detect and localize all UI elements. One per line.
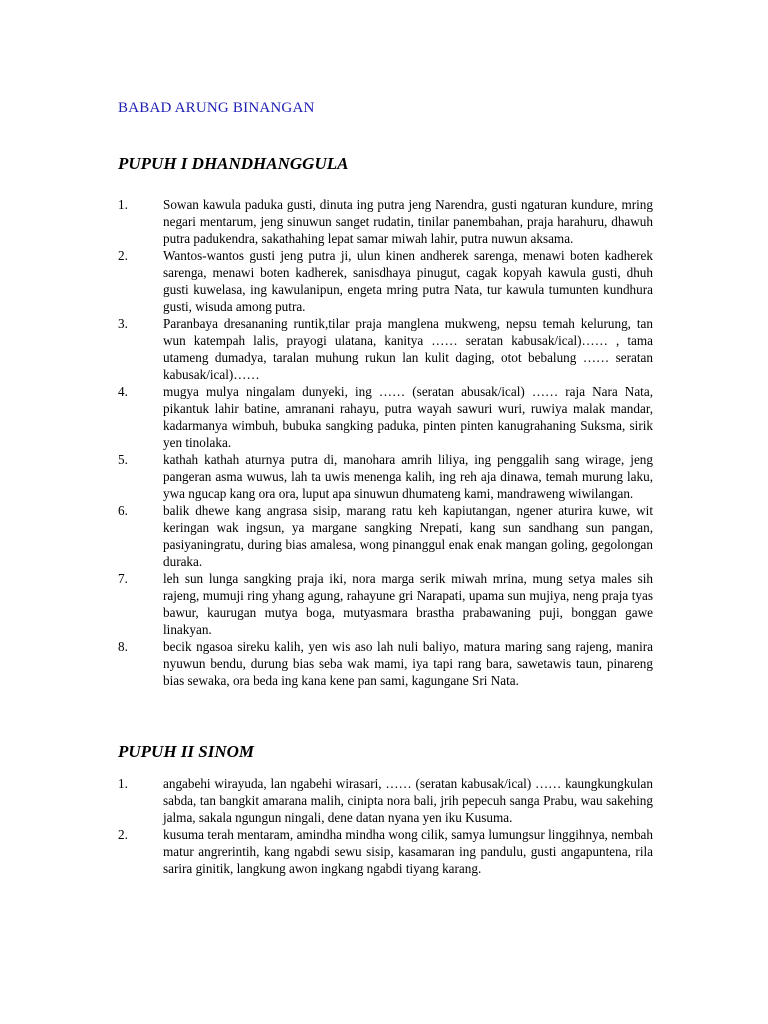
verse-list-pupuh-2 <box>118 775 653 877</box>
verse-text: Sowan kawula paduka gusti, dinuta ing putra jeng Narendra, gusti ngaturan kundure, mring negari mentarum, jeng sinuwun sanget rudatin, tinilar panembahan, praja harahuru, dhawuh putra padukendra, sakathahing lepat samar miwah lahir, putra nuwun aksama. <box>163 197 653 246</box>
verse-number: 3. <box>118 316 128 331</box>
verse-number: 7. <box>118 571 128 586</box>
verse-text: leh sun lunga sangking praja iki, nora marga serik miwah mrina, mung setya males sih rajeng, mumuji ring yhang agung, rahayune gri Narapati, upama sun mujiya, neng praja tyas bawur, kaurugan mutya boga, mutyasmara brastha prabawaning puji, bonggan gawe linakyan. <box>163 571 653 637</box>
verse-number: 5. <box>118 452 128 467</box>
verse-item <box>118 247 653 315</box>
verse-item <box>118 383 653 451</box>
verse-item <box>118 502 653 570</box>
verse-item <box>118 196 653 247</box>
verse-item <box>118 451 653 502</box>
verse-number: 1. <box>118 776 128 791</box>
verse-number: 4. <box>118 384 128 399</box>
verse-item <box>118 775 653 826</box>
verse-text: kathah kathah aturnya putra di, manohara amrih liliya, ing penggalih sang wirage, jeng pangeran asma wuwus, lah ta uwis menenga kalih, ing reh aja dinawa, temah murung laku, ywa ngucap kang ora ora, luput apa sinuwun dhumateng kami, mandraweng wiwilangan. <box>163 452 653 501</box>
verse-text: balik dhewe kang angrasa sisip, marang ratu keh kapiutangan, ngener aturira kuwe, wit keringan wak ingsun, ya margane sangking Nrepati, kang sun sandhang sun pangan, pasiyaningratu, during bias amalesa, wong pinanggul enak enak mangan goling, gegolongan duraka. <box>163 503 653 569</box>
verse-text: Wantos-wantos gusti jeng putra ji, ulun kinen andherek sarenga, menawi boten kadherek sarenga, menawi boten kadherek, sanisdhaya pinugut, cagak kopyah kawula gusti, dhuh gusti kuwelasa, ing kawulanipun, engeta mring putra Nata, tur kawula tumunten kundhura gusti, wisuda among putra. <box>163 248 653 314</box>
verse-item <box>118 826 653 877</box>
verse-number: 2. <box>118 827 128 842</box>
document-title: BABAD ARUNG BINANGAN <box>118 100 315 116</box>
verse-number: 2. <box>118 248 128 263</box>
verse-item <box>118 638 653 689</box>
section-heading-pupuh-1: PUPUH I DHANDHANGGULA <box>118 154 349 173</box>
verse-number: 6. <box>118 503 128 518</box>
verse-list-pupuh-1 <box>118 196 653 689</box>
section-heading-pupuh-2: PUPUH II SINOM <box>118 742 255 761</box>
verse-text: angabehi wirayuda, lan ngabehi wirasari, …… (seratan kabusak/ical) …… kaungkungkulan sabda, tan bangkit amarana malih, cinipta nora bali, jrih pepecuh sanga Prabu, wau sakehing jalma, sakala ngungun ningali, dene datan nyana yen iku Kusuma. <box>163 776 653 825</box>
verse-number: 8. <box>118 639 128 654</box>
verse-text: becik ngasoa sireku kalih, yen wis aso lah nuli baliyo, matura maring sang rajeng, manira nyuwun bendu, durung bias seba wak mami, iya tapi rang bara, sawetawis taun, pinareng bias sewaka, ora beda ing kana kene pan sami, kagungane Sri Nata. <box>163 639 653 688</box>
verse-text: mugya mulya ningalam dunyeki, ing …… (seratan abusak/ical) …… raja Nara Nata, pikantuk lahir batine, amranani rahayu, putra wayah sawuri wuri, ruwiya malak mandar, kadarmanya wimbuh, bubuka sangking paduka, pinten pinten kanugrahaning Suksma, sirik yen tinolaka. <box>163 384 653 450</box>
verse-item <box>118 570 653 638</box>
verse-text: Paranbaya dresananing runtik,tilar praja manglena mukweng, nepsu temah kelurung, tan wun katempah lalis, prayogi ulatana, kanitya …… seratan kabusak/ical)…… , tama utameng dumadya, taralan muhung rukun lan kulit daging, otot bebalung …… seratan kabusak/ical)…… <box>163 316 653 382</box>
verse-number: 1. <box>118 197 128 212</box>
verse-item <box>118 315 653 383</box>
verse-text: kusuma terah mentaram, amindha mindha wong cilik, samya lumungsur linggihnya, nembah matur angrerintih, kang ngabdi sewu sisip, kasamaran ing pandulu, gusti angapuntena, rila sarira ginitik, langkung awon ingkang ngabdi tiyang karang. <box>163 827 653 876</box>
